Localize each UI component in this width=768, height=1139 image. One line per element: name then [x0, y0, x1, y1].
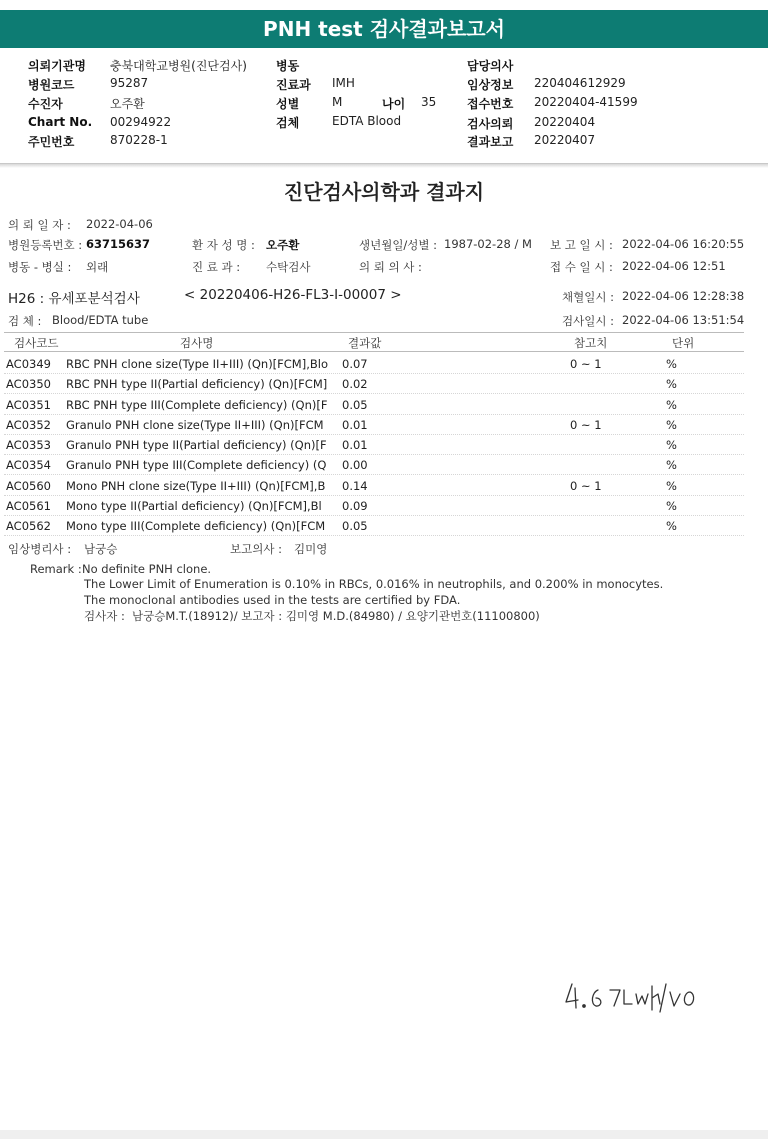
- dob-label: 생년월일/성별 :: [359, 238, 438, 252]
- cell-result: 0.09: [342, 499, 368, 513]
- ward-label: 병동 - 병실 :: [8, 260, 72, 274]
- request-date: 2022-04-06: [86, 217, 153, 231]
- cell-result: 0.01: [342, 438, 368, 452]
- cell-unit: %: [666, 398, 677, 412]
- cell-code: AC0350: [6, 377, 51, 391]
- cell-code: AC0353: [6, 438, 51, 452]
- info-value: 35: [421, 95, 437, 109]
- table-row: [4, 516, 744, 536]
- info-value: IMH: [332, 76, 355, 90]
- pathologist-label: 임상병리사 :: [8, 542, 72, 556]
- test-id: < 20220406-H26-FL3-I-00007 >: [184, 287, 402, 303]
- cell-code: AC0561: [6, 499, 51, 513]
- info-label: 수진자: [28, 97, 63, 111]
- info-value: 95287: [110, 76, 149, 90]
- remark-line1: No definite PNH clone.: [82, 562, 212, 576]
- info-value: EDTA Blood: [332, 114, 402, 128]
- cell-ref: 0 ~ 1: [570, 479, 602, 493]
- report-header: [0, 10, 768, 48]
- cell-code: AC0354: [6, 458, 51, 472]
- request-date-label: 의 뢰 일 자 :: [8, 218, 71, 232]
- divider-shadow: [0, 164, 768, 168]
- info-label: 병원코드: [28, 78, 75, 92]
- remark-line2: The Lower Limit of Enumeration is 0.10% in RBCs, 0.016% in neutrophils, and 0.200% in monocytes.: [84, 577, 664, 591]
- doctor-label: 의 뢰 의 사 :: [359, 260, 422, 274]
- reporter-label: 보고의사 :: [230, 542, 282, 556]
- info-label: Chart No.: [28, 115, 93, 129]
- cell-name: RBC PNH type III(Complete deficiency) (Qn)[F: [66, 398, 328, 412]
- patient-name: 오주환: [266, 238, 300, 252]
- table-header: [4, 332, 744, 352]
- info-value: 오주환: [110, 97, 145, 111]
- table-row: [4, 476, 744, 496]
- col-unit: 단위: [672, 336, 695, 350]
- cell-code: AC0560: [6, 479, 51, 493]
- info-label: 진료과: [276, 78, 311, 92]
- receipt-label: 접 수 일 시 :: [550, 260, 613, 274]
- col-name: 검사명: [180, 336, 214, 350]
- cell-unit: %: [666, 479, 677, 493]
- cell-unit: %: [666, 519, 677, 533]
- pathologist: 남궁승: [84, 542, 118, 556]
- cell-unit: %: [666, 357, 677, 371]
- reporter: 김미영: [294, 542, 328, 556]
- info-label: 담당의사: [467, 59, 514, 73]
- cell-name: Mono type III(Complete deficiency) (Qn)[FCM: [66, 519, 326, 533]
- table-row: [4, 374, 744, 394]
- table-row: [4, 415, 744, 435]
- reg-no-label: 병원등록번호 :: [8, 238, 83, 252]
- cell-result: 0.00: [342, 458, 368, 472]
- exam-date: 2022-04-06 13:51:54: [622, 313, 745, 327]
- cell-unit: %: [666, 377, 677, 391]
- cell-code: AC0562: [6, 519, 51, 533]
- remark-label: Remark :: [30, 562, 82, 576]
- cell-ref: 0 ~ 1: [570, 418, 602, 432]
- info-value: 00294922: [110, 115, 172, 129]
- table-row: [4, 435, 744, 455]
- cell-result: 0.05: [342, 398, 368, 412]
- cell-code: AC0352: [6, 418, 51, 432]
- cell-name: Mono PNH clone size(Type II+III) (Qn)[FCM],B: [66, 479, 326, 493]
- cell-unit: %: [666, 458, 677, 472]
- cell-unit: %: [666, 499, 677, 513]
- cell-unit: %: [666, 438, 677, 452]
- report-date-label: 보 고 일 시 :: [550, 238, 613, 252]
- info-label: 접수번호: [467, 97, 514, 111]
- info-label: 나이: [382, 97, 406, 111]
- cell-name: Granulo PNH clone size(Type II+III) (Qn)[FCM: [66, 418, 324, 432]
- collect-date: 2022-04-06 12:28:38: [622, 289, 745, 303]
- info-value: M: [332, 95, 343, 109]
- info-value: 220404612929: [534, 76, 626, 90]
- info-label: 병동: [276, 59, 300, 73]
- examiner: 남궁승M.T.(18912)/ 보고자 : 김미영 M.D.(84980) / 요양기관번호(11100800): [132, 609, 540, 623]
- reg-no: 63715637: [86, 237, 151, 251]
- table-row: [4, 496, 744, 516]
- cell-result: 0.01: [342, 418, 368, 432]
- info-value: 20220407: [534, 133, 596, 147]
- receipt-date: 2022-04-06 12:51: [622, 259, 726, 273]
- info-value: 20220404: [534, 115, 596, 129]
- cell-unit: %: [666, 418, 677, 432]
- info-value: 충북대학교병원(진단검사): [110, 59, 247, 73]
- cell-name: Granulo PNH type III(Complete deficiency) (Q: [66, 458, 327, 472]
- collect-label: 채혈일시 :: [562, 290, 614, 304]
- patient-name-label: 환 자 성 명 :: [192, 238, 255, 252]
- dept-label: 진 료 과 :: [192, 260, 241, 274]
- info-label: 주민번호: [28, 135, 75, 149]
- dept: 수탁검사: [266, 260, 311, 274]
- info-label: 성별: [276, 97, 300, 111]
- dob: 1987-02-28 / M: [444, 237, 532, 251]
- info-value: 870228-1: [110, 133, 168, 147]
- col-code: 검사코드: [14, 336, 59, 350]
- cell-result: 0.05: [342, 519, 368, 533]
- report-title: 진단검사의학과 결과지: [283, 180, 485, 204]
- cell-code: AC0351: [6, 398, 51, 412]
- cell-name: Granulo PNH type II(Partial deficiency) (Qn)[F: [66, 438, 327, 452]
- col-result: 결과값: [348, 336, 382, 350]
- cell-code: AC0349: [6, 357, 51, 371]
- info-label: 검사의뢰: [467, 117, 514, 131]
- report-header-title: PNH test 검사결과보고서: [263, 17, 505, 41]
- info-value: 20220404-41599: [534, 95, 638, 109]
- ward: 외래: [86, 260, 109, 274]
- cell-result: 0.02: [342, 377, 368, 391]
- info-label: 결과보고: [467, 135, 514, 149]
- footer-bar: [0, 1130, 768, 1139]
- specimen-label: 검 체 :: [8, 314, 42, 328]
- cell-result: 0.14: [342, 479, 368, 493]
- table-row: [4, 455, 744, 475]
- table-row: [4, 354, 744, 374]
- specimen: Blood/EDTA tube: [52, 313, 149, 327]
- test-title: H26 : 유세포분석검사: [8, 291, 140, 307]
- info-label: 임상정보: [467, 78, 514, 92]
- examiner-label: 검사자 :: [84, 609, 125, 623]
- cell-name: RBC PNH type II(Partial deficiency) (Qn)[FCM]: [66, 377, 328, 391]
- cell-ref: 0 ~ 1: [570, 357, 602, 371]
- info-label: 검체: [276, 116, 300, 130]
- handwritten-signature: [562, 976, 712, 1020]
- report-date: 2022-04-06 16:20:55: [622, 237, 745, 251]
- col-ref: 참고치: [574, 336, 608, 350]
- cell-name: RBC PNH clone size(Type II+III) (Qn)[FCM],Blo: [66, 357, 328, 371]
- cell-name: Mono type II(Partial deficiency) (Qn)[FCM],Bl: [66, 499, 322, 513]
- info-label: 의뢰기관명: [28, 59, 86, 73]
- table-row: [4, 395, 744, 415]
- cell-result: 0.07: [342, 357, 368, 371]
- remark-line3: The monoclonal antibodies used in the tests are certified by FDA.: [84, 593, 461, 607]
- exam-label: 검사일시 :: [562, 314, 614, 328]
